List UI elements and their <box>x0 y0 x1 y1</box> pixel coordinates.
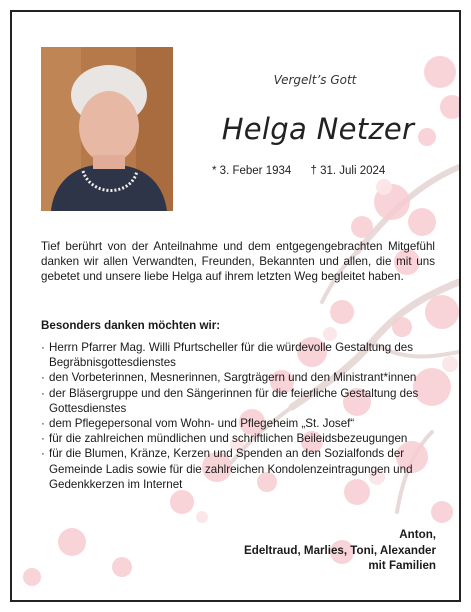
list-item: · der Bläsergruppe und den Sängerinnen für die feierliche Gestaltung des Gottesdienstes <box>41 386 439 416</box>
portrait-photo <box>41 47 173 211</box>
signature-block <box>244 527 436 574</box>
list-item: · für die Blumen, Kränze, Kerzen und Spenden an den Sozialfonds der Gemeinde Ladis sowie für die zahlreichen Kondolenzeintragungen und Gedenkkerzen im Internet <box>41 446 439 492</box>
list-item: · Herrn Pfarrer Mag. Willi Pfurtscheller für die würdevolle Gestaltung des Begräbnisgottesdienstes <box>41 340 439 370</box>
obituary-card <box>10 10 461 602</box>
list-item: · dem Pflegepersonal vom Wohn- und Pflegeheim „St. Josef“ <box>41 416 439 431</box>
list-item: · den Vorbeterinnen, Mesnerinnen, Sargträgern und den Ministrant*innen <box>41 370 439 385</box>
signature-line: mit Familien <box>368 559 436 573</box>
signature-line: Edeltraud, Marlies, Toni, Alexander <box>244 543 436 557</box>
thanks-list <box>41 340 439 492</box>
signature-line: Anton, <box>399 528 436 541</box>
list-item: · für die zahlreichen mündlichen und schriftlichen Beileidsbezeugungen <box>41 431 439 446</box>
death-date: † 31. Juli 2024 <box>310 165 386 177</box>
thanks-heading: Besonders danken möchten wir: <box>41 319 221 332</box>
life-dates <box>212 165 432 177</box>
intro-paragraph: Tief berührt von der Anteilnahme und dem entgegengebrachten Mitgefühl danken wir allen Verwandten, Freunden, Bekannten und allen, die mit uns gebetet und unsere liebe Helga auf ihrem letzten Weg begleitet haben. <box>41 240 435 284</box>
motto-text: Vergelt’s Gott <box>273 73 357 87</box>
deceased-name: Helga Netzer <box>221 112 415 146</box>
birth-date: * 3. Feber 1934 <box>212 165 292 177</box>
